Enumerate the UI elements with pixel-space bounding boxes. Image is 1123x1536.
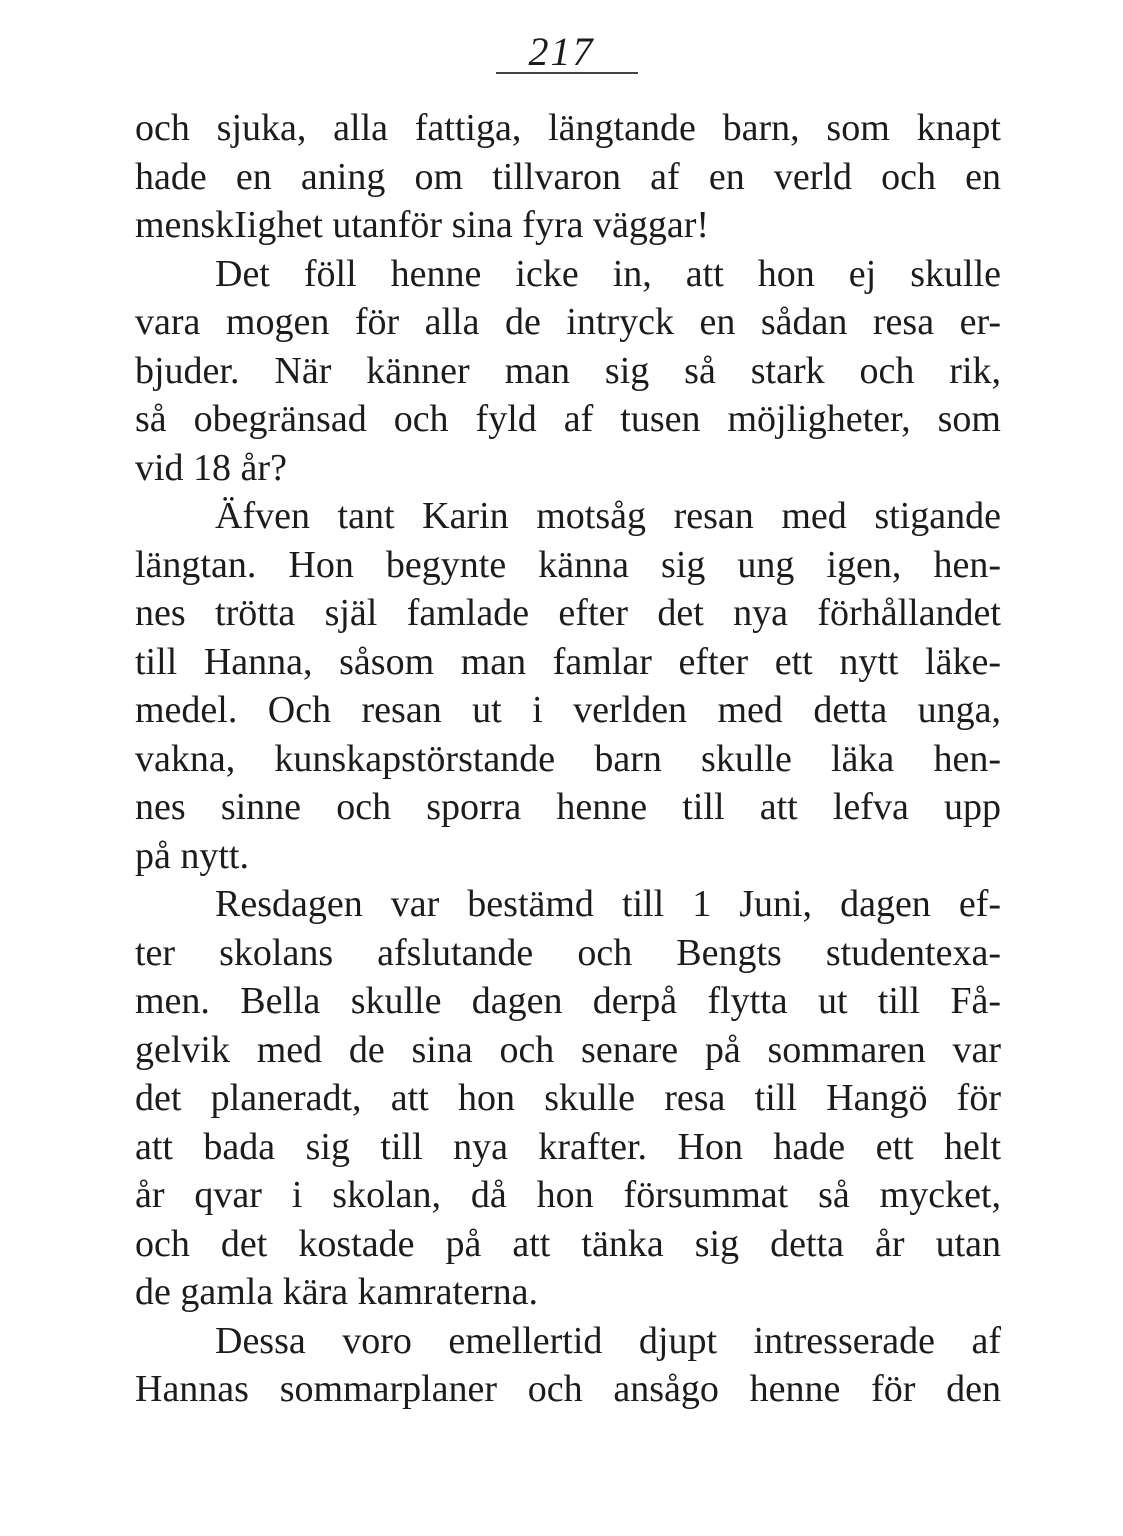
text-line: och sjuka, alla fattiga, längtande barn, som knapt xyxy=(135,107,1001,149)
text-line: att bada sig till nya krafter. Hon hade ett helt xyxy=(135,1125,1001,1168)
text-line: Det föll henne icke in, att hon ej skulle xyxy=(215,252,1001,295)
page-number-rule xyxy=(496,72,638,74)
text-line: på nytt. xyxy=(135,834,249,877)
text-line: Resdagen var bestämd till 1 Juni, dagen ef- xyxy=(215,883,1001,925)
text-line: vakna, kunskapstörstande barn skulle läka hen- xyxy=(135,737,1001,780)
text-line: nes sinne och sporra henne till att lefva upp xyxy=(135,786,1001,828)
text-line: vara mogen för alla de intryck en sådan resa er- xyxy=(135,301,1001,343)
paragraph xyxy=(135,492,1001,880)
paragraph xyxy=(135,250,1001,493)
page-number: 217 xyxy=(528,29,595,74)
text-line: de gamla kära kamraterna. xyxy=(135,1271,538,1313)
text-line: till Hanna, såsom man famlar efter ett nytt läke- xyxy=(135,640,1001,683)
text-line: Dessa voro emellertid djupt intresserade af xyxy=(215,1319,1001,1362)
text-line: men. Bella skulle dagen derpå flytta ut till Få- xyxy=(135,980,1001,1022)
text-line: gelvik med de sina och senare på sommaren var xyxy=(135,1028,1001,1071)
text-line: det planeradt, att hon skulle resa till Hangö för xyxy=(135,1077,1001,1119)
text-line: år qvar i skolan, då hon försummat så mycket, xyxy=(135,1174,1001,1216)
text-line: vid 18 år? xyxy=(135,446,287,489)
text-line: menskIighet utanför sina fyra väggar! xyxy=(135,204,710,246)
text-line: Äfven tant Karin motsåg resan med stigande xyxy=(215,495,1001,537)
paragraph xyxy=(135,880,1001,1317)
body-text xyxy=(135,104,1001,1414)
text-line: hade en aning om tillvaron af en verld och en xyxy=(135,155,1001,198)
text-line: ter skolans afslutande och Bengts studentexa- xyxy=(135,931,1001,974)
text-line: Hannas sommarplaner och ansågo henne för den xyxy=(135,1368,1001,1410)
text-line: nes trötta själ famlade efter det nya förhållandet xyxy=(135,592,1001,634)
text-line: bjuder. När känner man sig så stark och rik, xyxy=(135,349,1001,392)
text-line: och det kostade på att tänka sig detta år utan xyxy=(135,1222,1001,1265)
text-line: längtan. Hon begynte känna sig ung igen, hen- xyxy=(135,543,1001,586)
paragraph xyxy=(135,1317,1001,1414)
paragraph xyxy=(135,104,1001,250)
text-line: medel. Och resan ut i verlden med detta unga, xyxy=(135,689,1001,731)
text-line: så obegränsad och fyld af tusen möjligheter, som xyxy=(135,398,1001,440)
